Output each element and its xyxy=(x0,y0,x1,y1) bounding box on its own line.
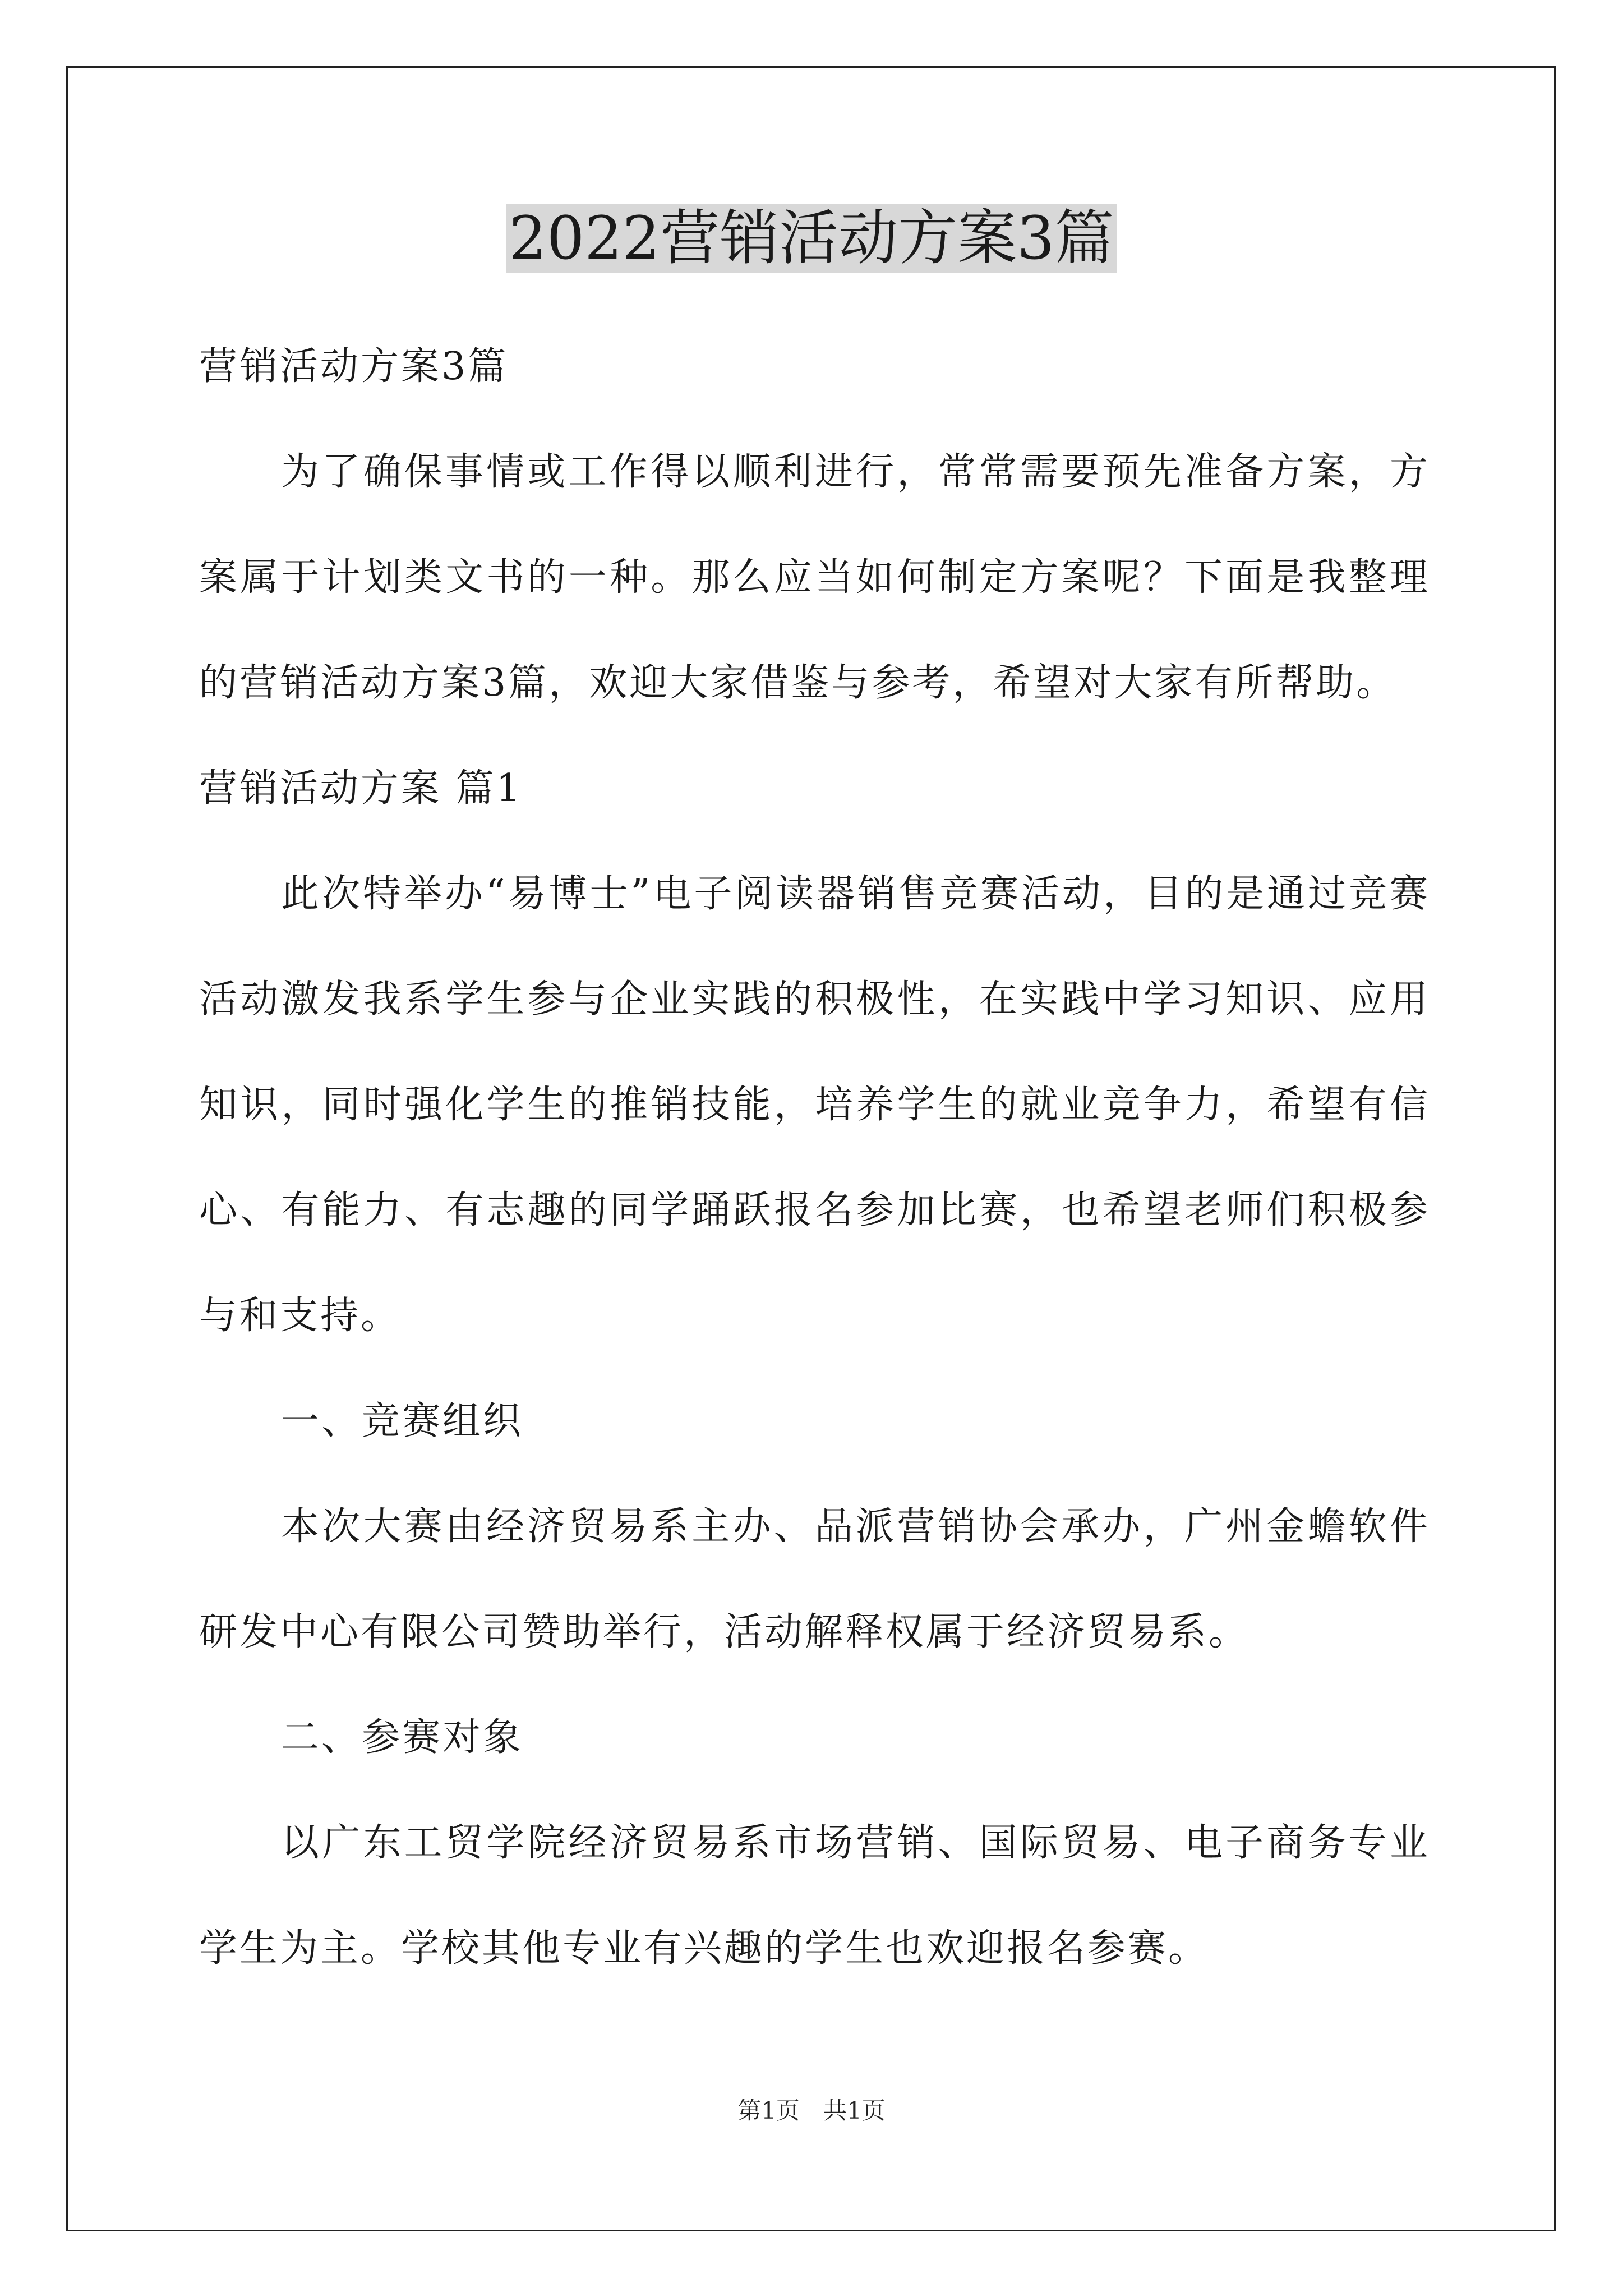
paragraph-organization: 本次大赛由经济贸易系主办、品派营销协会承办，广州金蟾软件研发中心有限公司赞助举行，活动解释权属于经济贸易系。 xyxy=(199,1504,1430,1654)
paragraph-heading-participants: 二、参赛对象 xyxy=(281,1715,524,1760)
paragraph-subtitle: 营销活动方案3篇 xyxy=(199,344,509,389)
document-title xyxy=(0,199,1623,278)
document-title-text: 2022营销活动方案3篇 xyxy=(506,204,1116,273)
paragraph-heading-organization: 一、竞赛组织 xyxy=(281,1399,524,1443)
paragraph-section-heading: 营销活动方案 篇1 xyxy=(199,766,523,811)
paragraph-intro: 为了确保事情或工作得以顺利进行，常常需要预先准备方案，方案属于计划类文书的一种。那么应当如何制定方案呢？下面是我整理的营销活动方案3篇，欢迎大家借鉴与参考，希望对大家有所帮助。 xyxy=(199,450,1430,705)
paragraph-purpose: 此次特举办“易博士”电子阅读器销售竞赛活动，目的是通过竞赛活动激发我系学生参与企业实践的积极性，在实践中学习知识、应用知识，同时强化学生的推销技能，培养学生的就业竞争力，希望有信心、有能力、有志趣的同学踊跃报名参加比赛，也希望老师们积极参与和支持。 xyxy=(199,872,1430,1338)
page-footer: 第1页 共1页 xyxy=(737,2097,886,2124)
paragraph-participants: 以广东工贸学院经济贸易系市场营销、国际贸易、电子商务专业学生为主。学校其他专业有兴趣的学生也欢迎报名参赛。 xyxy=(199,1821,1430,1971)
document-body xyxy=(199,314,1430,2001)
